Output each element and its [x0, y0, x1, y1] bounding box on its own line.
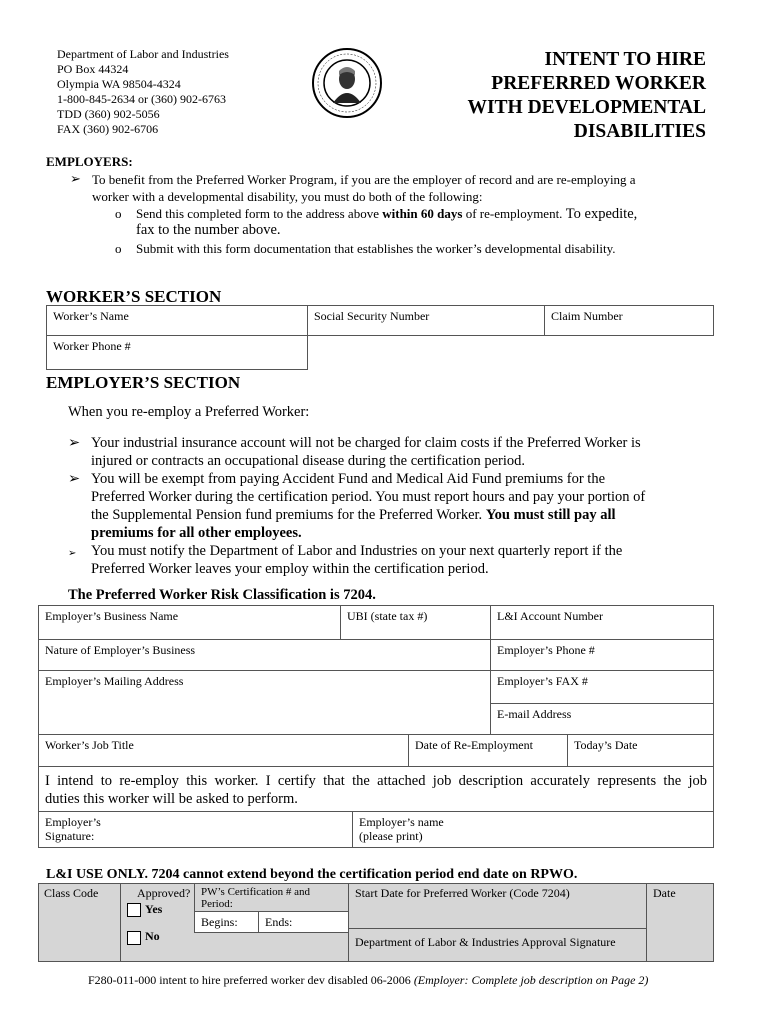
- agency-fax: FAX (360) 902-6706: [57, 122, 159, 136]
- workers-name-label: Worker’s Name: [53, 309, 129, 323]
- benefit-2-line-4-bold: premiums for all other employees.: [91, 525, 302, 541]
- class-code-label: Class Code: [44, 886, 99, 900]
- print-name-label-1: Employer’s name: [359, 815, 444, 829]
- sub-bullet-1-text-a: Send this completed form to the address above: [136, 206, 383, 221]
- footer-note: (Employer: Complete job description on Page 2): [413, 973, 649, 987]
- cert-label-1: PW’s Certification # and: [201, 886, 311, 898]
- sub-bullet-1-text-c: To expedite,: [562, 206, 638, 222]
- arrow-bullet-icon: ➢: [70, 171, 81, 186]
- small-arrow-bullet-icon: ➢: [68, 548, 77, 559]
- circle-bullet-icon: o: [115, 206, 122, 221]
- reemployment-date-field[interactable]: [408, 735, 567, 767]
- signature-label-1: Employer’s: [45, 815, 101, 829]
- reemployment-date-label: Date of Re-Employment: [415, 738, 533, 752]
- print-name-label-2: (please print): [359, 829, 423, 843]
- employers-bullet-line-1: To benefit from the Preferred Worker Program, if you are the employer of record and are re-employing a: [92, 172, 636, 187]
- begins-field[interactable]: [194, 911, 258, 933]
- title-line-2: PREFERRED WORKER: [491, 73, 706, 94]
- employers-section-heading: EMPLOYER’S SECTION: [46, 373, 241, 392]
- worker-phone-label: Worker Phone #: [53, 339, 131, 353]
- arrow-bullet-icon: ➢: [68, 435, 81, 451]
- mailing-address-label: Employer’s Mailing Address: [45, 674, 184, 688]
- todays-date-label: Today’s Date: [574, 738, 638, 752]
- employer-phone-label: Employer’s Phone #: [497, 643, 595, 657]
- risk-classification: The Preferred Worker Risk Classification is 7204.: [68, 587, 376, 603]
- begins-label: Begins:: [201, 915, 238, 929]
- benefit-2-line-2: Preferred Worker during the certification period. You must report hours and pay your portion of: [91, 489, 646, 505]
- employers-heading: EMPLOYERS:: [46, 154, 133, 169]
- claim-number-field[interactable]: [544, 305, 714, 336]
- approved-label: Approved?: [137, 886, 191, 900]
- cert-label-2: Period:: [201, 898, 233, 910]
- agency-city: Olympia WA 98504-4324: [57, 77, 181, 91]
- sub-bullet-2: Submit with this form documentation that establishes the worker’s developmental disability.: [136, 241, 616, 256]
- state-seal-icon: [311, 47, 383, 119]
- benefit-item-2: [68, 470, 708, 542]
- title-line-4: DISABILITIES: [573, 121, 706, 142]
- account-number-field[interactable]: [490, 605, 714, 640]
- sub-bullet-1-bold: within 60 days: [382, 206, 463, 221]
- form-footer: [88, 973, 648, 988]
- agency-address: [57, 47, 229, 137]
- approved-no-option[interactable]: [127, 929, 188, 944]
- start-date-label: Start Date for Preferred Worker (Code 7204): [355, 886, 570, 900]
- employer-fax-label: Employer’s FAX #: [497, 674, 588, 688]
- li-date-label: Date: [653, 886, 676, 900]
- account-number-label: L&I Account Number: [497, 609, 603, 623]
- email-field[interactable]: [490, 704, 714, 735]
- benefit-1-line-1: Your industrial insurance account will not be charged for claim costs if the Preferred Worker is: [91, 435, 641, 451]
- no-label: No: [145, 929, 160, 944]
- form-number: F280-011-000 intent to hire preferred worker dev disabled 06-2006: [88, 973, 414, 987]
- certify-line-2: duties this worker will be asked to perform.: [45, 791, 298, 807]
- worker-phone-field[interactable]: [46, 336, 308, 370]
- workers-name-field[interactable]: [46, 305, 307, 336]
- employer-phone-field[interactable]: [490, 640, 714, 671]
- agency-phone: 1-800-845-2634 or (360) 902-6763: [57, 92, 226, 106]
- job-title-field[interactable]: [38, 735, 408, 767]
- email-label: E-mail Address: [497, 707, 572, 721]
- yes-label: Yes: [145, 902, 163, 916]
- certify-line-1: I intend to re-employ this worker. I certify that the attached job description accurately represents the job: [45, 773, 707, 789]
- approved-yes-option[interactable]: [127, 902, 188, 917]
- benefit-3-line-1: You must notify the Department of Labor and Industries on your next quarterly report if the: [91, 543, 623, 559]
- approved-cell: [120, 883, 194, 962]
- employers-bullet-line-2: worker with a developmental disability, you must do both of the following:: [92, 189, 483, 204]
- claim-number-label: Claim Number: [551, 309, 623, 323]
- title-line-3: WITH DEVELOPMENTAL: [467, 97, 706, 118]
- todays-date-field[interactable]: [567, 735, 714, 767]
- no-checkbox[interactable]: [127, 931, 141, 945]
- sub-bullet-1: [136, 205, 637, 223]
- employer-fax-field[interactable]: [490, 671, 714, 704]
- li-date-cell[interactable]: [646, 883, 714, 962]
- start-date-cell[interactable]: [348, 883, 646, 928]
- yes-checkbox[interactable]: [127, 903, 141, 917]
- approval-signature-label: Department of Labor & Industries Approval Signature: [355, 935, 616, 949]
- agency-tdd: TDD (360) 902-5056: [57, 107, 160, 121]
- title-line-1: INTENT TO HIRE: [544, 49, 706, 70]
- job-title-label: Worker’s Job Title: [45, 738, 134, 752]
- benefit-item-1: [68, 434, 708, 470]
- ends-label: Ends:: [265, 915, 293, 929]
- ends-field[interactable]: [258, 911, 348, 933]
- employers-benefits-list: [68, 434, 708, 578]
- employer-name-print-field[interactable]: [352, 812, 714, 848]
- benefit-3-line-2: Preferred Worker leaves your employ within the certification period.: [91, 561, 489, 577]
- employer-signature-field[interactable]: [38, 812, 352, 848]
- sub-bullet-1-text-b: of re-employment.: [462, 206, 563, 221]
- benefit-2-line-3: the Supplemental Pension fund premiums for the Preferred Worker.: [91, 507, 486, 523]
- benefit-item-3: [68, 542, 708, 578]
- certification-period-cell: [194, 883, 348, 911]
- ssn-field[interactable]: [307, 305, 544, 336]
- class-code-cell: [38, 883, 120, 962]
- circle-bullet-icon: o: [115, 241, 122, 256]
- agency-name: Department of Labor and Industries: [57, 47, 229, 61]
- business-name-field[interactable]: [38, 605, 340, 640]
- arrow-bullet-icon: ➢: [68, 471, 81, 487]
- benefit-2-line-3-bold: You must still pay all: [485, 507, 616, 523]
- ssn-label: Social Security Number: [314, 309, 430, 323]
- certification-statement: [38, 767, 714, 812]
- employers-intro: When you re-employ a Preferred Worker:: [68, 404, 310, 420]
- li-use-heading: L&I USE ONLY. 7204 cannot extend beyond the certification period end date on RPWO.: [46, 867, 578, 882]
- agency-po-box: PO Box 44324: [57, 62, 129, 76]
- workers-section-heading: WORKER’S SECTION: [46, 287, 222, 306]
- benefit-1-line-2: injured or contracts an occupational disease during the certification period.: [91, 453, 526, 469]
- benefit-2-line-1: You will be exempt from paying Accident Fund and Medical Aid Fund premiums for the: [91, 471, 606, 487]
- nature-of-business-label: Nature of Employer’s Business: [45, 643, 196, 657]
- employers-bullet: [92, 171, 636, 205]
- approval-signature-cell[interactable]: [348, 928, 646, 962]
- ubi-field[interactable]: [340, 605, 490, 640]
- nature-of-business-field[interactable]: [38, 640, 490, 671]
- sub-bullet-1-cont: fax to the number above.: [136, 222, 281, 238]
- business-name-label: Employer’s Business Name: [45, 609, 179, 623]
- ubi-label: UBI (state tax #): [347, 609, 428, 623]
- form-title: [467, 48, 706, 144]
- signature-label-2: Signature:: [45, 829, 95, 843]
- mailing-address-field[interactable]: [38, 671, 490, 735]
